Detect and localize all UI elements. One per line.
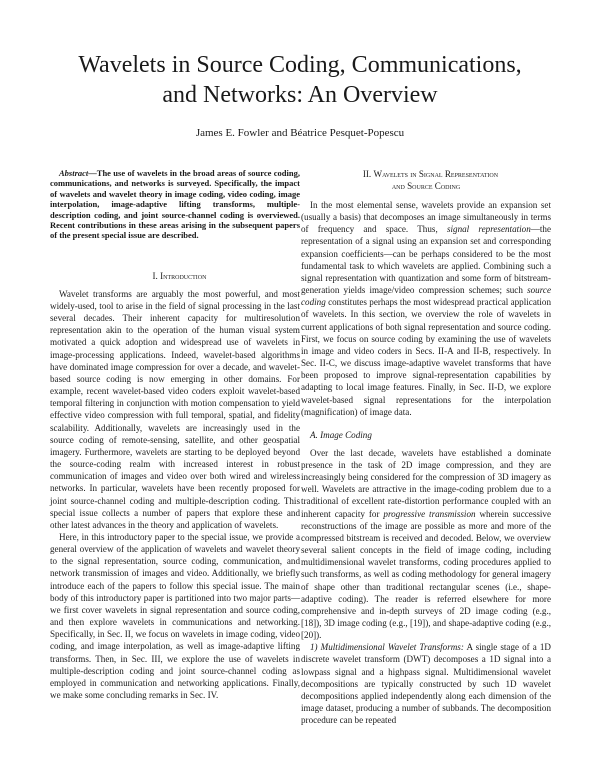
text-run: —the representation of a signal using an expansion set and corresponding expansion coefficients—can be perhaps considered to be the most fundamental task to which wavelets are applied. Combining such a signal representation with quantization and some form of bitstream-generation yields image/video compression schemes; such <box>301 224 551 296</box>
section-title-line-2: and Source Coding <box>391 181 461 191</box>
emphasis: source coding <box>301 285 551 308</box>
left-column <box>50 168 300 701</box>
right-column <box>301 168 551 726</box>
image-coding-paragraph <box>301 447 551 642</box>
text-run: Over the last decade, wavelets have established a dominate presence in the task of 2D image compression, and they are increasingly being considered for the compression of 3D imagery as well. Wavelets are attractive in the image-coding problem due to a traditional of excellent rate-distortion performance coupled with an inherent capacity for <box>301 447 551 519</box>
paper-title-line-1: Wavelets in Source Coding, Communications, <box>78 52 522 78</box>
section-title-line-1: Wavelets in Signal Representation <box>373 169 499 179</box>
multidimensional-transforms-paragraph <box>301 641 551 726</box>
abstract-dash: — <box>88 168 97 178</box>
emphasis: progressive transmission <box>383 508 476 519</box>
text-run: A single stage of a 1D discrete wavelet transform (DWT) decomposes a 1D signal into a lowpass signal and a highpass signal. Multidimensional wavelet decompositions are typically constructed by such 1D wavelet decompositions applied independently along each dimension of the image dataset, producing a number of subbands. The decomposition procedure can be repeated <box>301 642 551 726</box>
paper-title <box>0 50 600 110</box>
abstract-body: The use of wavelets in the broad areas of source coding, communications, and networks is surveyed. Specifically, the impact of wavelets and wavelet theory in image coding, video coding, image interpolation, image-adaptive lifting transforms, multiple-description coding, and joint source-channel coding is overviewed. Recent contributions in these areas arising in the subsequent papers of the present special issue are described. <box>50 168 300 241</box>
section-title: Introduction <box>160 270 207 281</box>
section-heading-2 <box>301 168 551 192</box>
abstract <box>50 168 300 241</box>
text-run: In the most elemental sense, wavelets provide an expansion set (usually a basis) that decomposes an image simultaneously in terms of frequency and space. Thus, <box>301 200 551 235</box>
text-run: wherein successive reconstructions of the image are possible as more and more of the compressed bitstream is received and decoded. Below, we overview several salient concepts in the field of image coding, including multidimensional wavelet transforms, coding procedures applied to such transforms, as well as coding methodology for general imagery of shape other than traditional rectangular scenes (i.e., shape-adaptive coding). The reader is referred elsewhere for more comprehensive and in-depth surveys of 2D image coding (e.g., [18]), 3D image coding (e.g., [19]), and shape-adaptive coding (e.g., [20]). <box>301 508 552 641</box>
section-2-paragraph <box>301 199 551 418</box>
section-number: I. <box>152 270 158 281</box>
abstract-lead: Abstract <box>59 168 89 178</box>
emphasis: signal representation <box>446 224 531 235</box>
intro-paragraph-1: Wavelet transforms are arguably the most powerful, and most widely-used, tool to arise in the field of signal processing in the last several decades. Their inherent capacity for multiresolution representation akin to the operation of the human visual system motivated a quick adoption and widespread use of wavelets in image-processing applications. Indeed, wavelet-based algorithms have dominated image compression for over a decade, and wavelet-based source coding is now emerging in other domains. For example, recent wavelet-based video coders exploit wavelet-based temporal filtering in conjunction with motion compensation to yield effective video compression with full temporal, spatial, and fidelity scalability. Additionally, wavelets are increasingly used in the source coding of remote-sensing, satellite, and other geospatial imagery. Furthermore, wavelets are starting to be deployed beyond the source-coding realm with increased interest in robust communication of images and video over both wired and wireless networks. In particular, wavelets have been recently proposed for joint source-channel coding and multiple-description coding. This special issue collects a number of papers that explore these and other latest advances in the theory and application of wavelets. <box>50 288 300 530</box>
subsection-heading-image-coding: A. Image Coding <box>310 429 372 440</box>
section-heading-intro <box>50 270 300 282</box>
author-list: James E. Fowler and Béatrice Pesquet-Popescu <box>195 127 405 139</box>
intro-paragraph-2: Here, in this introductory paper to the special issue, we provide a general overview of the application of wavelets and wavelet theory to the signal representation, source coding, communication, and network transmission of images and video. Additionally, we briefly introduce each of the papers to follow this special issue. The main body of this introductory paper is partitioned into two major parts—we first cover wavelets in signal representation and source coding, and then explore wavelets in communications and networking. Specifically, in Sec. II, we focus on wavelets in image coding, video coding, and image interpolation, as well as image-adaptive lifting transforms. Then, in Sec. III, we explore the use of wavelets in multiple-description coding and joint source-channel coding as employed in communication and networking applications. Finally, we make some concluding remarks in Sec. IV. <box>50 531 300 700</box>
paragraph-label: 1) Multidimensional Wavelet Transforms: <box>310 642 464 653</box>
section-number: II. <box>362 169 372 179</box>
paper-title-line-2: and Networks: An Overview <box>162 82 438 108</box>
text-run: constitutes perhaps the most widespread practical application of wavelets. In this section, we overview the role of wavelets in current applications of both signal representation and source coding. First, we focus on source coding by examining the use of wavelets in image and video coders in Secs. II-A and II-B, respectively. In Sec. II-C, we discuss image-adaptive wavelet transforms that have been proposed to improve signal-representation capabilities by adapting to local image features. Finally, in Sec. II-D, we explore wavelet-based signal representations for the interpolation (magnification) of image data. <box>301 297 551 417</box>
